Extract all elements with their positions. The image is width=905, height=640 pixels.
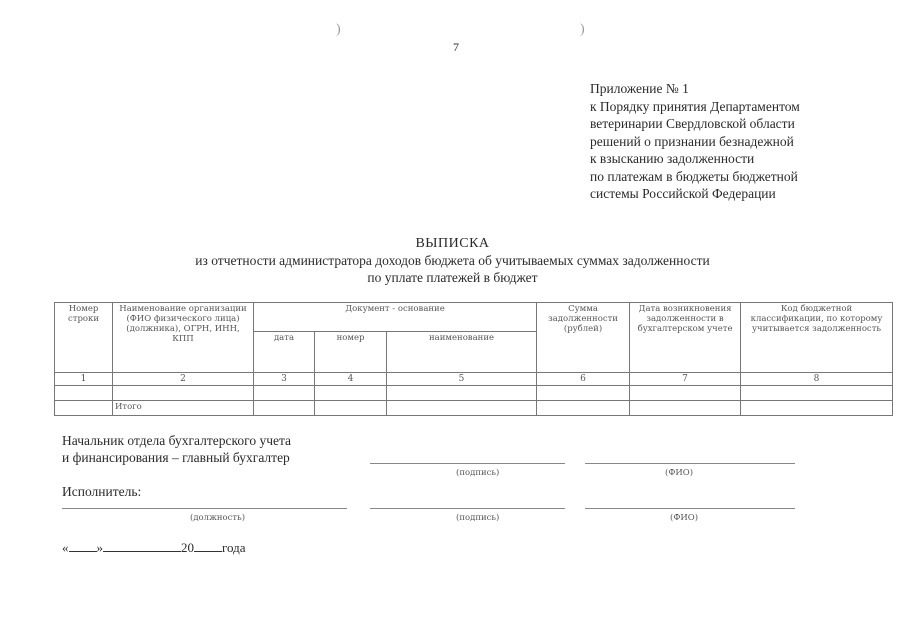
chief-title-line1: Начальник отдела бухгалтерского учета <box>62 433 292 448</box>
column-number: 3 <box>254 373 315 386</box>
chief-fio-line <box>585 463 795 464</box>
executor-signature-line <box>370 508 565 509</box>
scan-mark-left: ) <box>336 22 341 37</box>
page-number: 7 <box>453 40 459 54</box>
appendix-line: решений о признании безнадежной <box>590 133 794 149</box>
column-number: 6 <box>537 373 630 386</box>
chief-signature-caption: (подпись) <box>456 468 500 478</box>
table-cell <box>537 401 630 416</box>
table-cell <box>741 401 893 416</box>
table-cell <box>387 401 537 416</box>
table-cell <box>387 386 537 401</box>
appendix-line: ветеринарии Свердловской области <box>590 116 795 131</box>
document-title: ВЫПИСКА <box>415 236 490 251</box>
table-cell <box>630 401 741 416</box>
chief-fio-caption: (ФИО) <box>665 468 694 478</box>
header-org-name: Наименование организации (ФИО физического лица) (должника), ОГРН, ИНН, КПП <box>113 303 254 373</box>
header-doc-name: наименование <box>387 332 537 373</box>
date-open-quote: « <box>62 540 69 555</box>
appendix-line: по платежам в бюджеты бюджетной <box>590 168 798 184</box>
header-row-number: Номер строки <box>55 303 113 373</box>
table-header-row <box>55 303 893 332</box>
table-row <box>55 386 893 401</box>
executor-fio-line <box>585 508 795 509</box>
appendix-line: системы Российской Федерации <box>590 186 776 201</box>
table-cell <box>537 386 630 401</box>
executor-position-line <box>62 508 347 509</box>
appendix-line: к Порядку принятия Департаментом <box>590 98 800 114</box>
header-debt-sum: Сумма задолженности (рублей) <box>537 303 630 373</box>
table-cell <box>113 386 254 401</box>
table-cell <box>55 401 113 416</box>
debt-table <box>54 302 893 416</box>
executor-fio-caption: (ФИО) <box>670 513 699 523</box>
scan-mark-right: ) <box>580 22 585 37</box>
table-cell <box>254 401 315 416</box>
day-blank <box>69 541 97 552</box>
chief-title-line2: и финансирования – главный бухгалтер <box>62 450 290 465</box>
table-cell <box>254 386 315 401</box>
header-doc-number: номер <box>315 332 387 373</box>
table-total-row <box>55 401 893 416</box>
header-budget-code: Код бюджетной классификации, по которому учитывается задолженность <box>741 303 893 373</box>
column-number: 4 <box>315 373 387 386</box>
date-line <box>62 540 246 556</box>
appendix-line: Приложение № 1 <box>590 81 689 96</box>
table-cell <box>315 386 387 401</box>
year-prefix: 20 <box>181 540 194 555</box>
appendix-line: к взысканию задолженности <box>590 151 755 166</box>
executor-position-caption: (должность) <box>190 513 246 523</box>
appendix-block <box>590 80 800 203</box>
header-doc-date: дата <box>254 332 315 373</box>
table-cell <box>55 386 113 401</box>
document-subtitle-line2: по уплате платежей в бюджет <box>367 270 538 285</box>
table-column-numbers-row <box>55 373 893 386</box>
column-number: 2 <box>113 373 254 386</box>
executor-label: Исполнитель: <box>62 484 142 499</box>
column-number: 7 <box>630 373 741 386</box>
date-close-quote: » <box>96 540 103 555</box>
year-suffix: года <box>222 540 246 555</box>
executor-signature-caption: (подпись) <box>456 513 500 523</box>
column-number: 5 <box>387 373 537 386</box>
header-debt-date: Дата возникновения задолженности в бухгалтерском учете <box>630 303 741 373</box>
column-number: 1 <box>55 373 113 386</box>
total-label: Итого <box>113 401 254 416</box>
table-cell <box>741 386 893 401</box>
table-cell <box>315 401 387 416</box>
column-number: 8 <box>741 373 893 386</box>
year-blank <box>194 541 222 552</box>
month-blank <box>103 541 181 552</box>
chief-signature-line <box>370 463 565 464</box>
table-cell <box>630 386 741 401</box>
document-subtitle-line1: из отчетности администратора доходов бюджета об учитываемых суммах задолженности <box>195 253 710 268</box>
header-document: Документ - основание <box>254 303 537 332</box>
